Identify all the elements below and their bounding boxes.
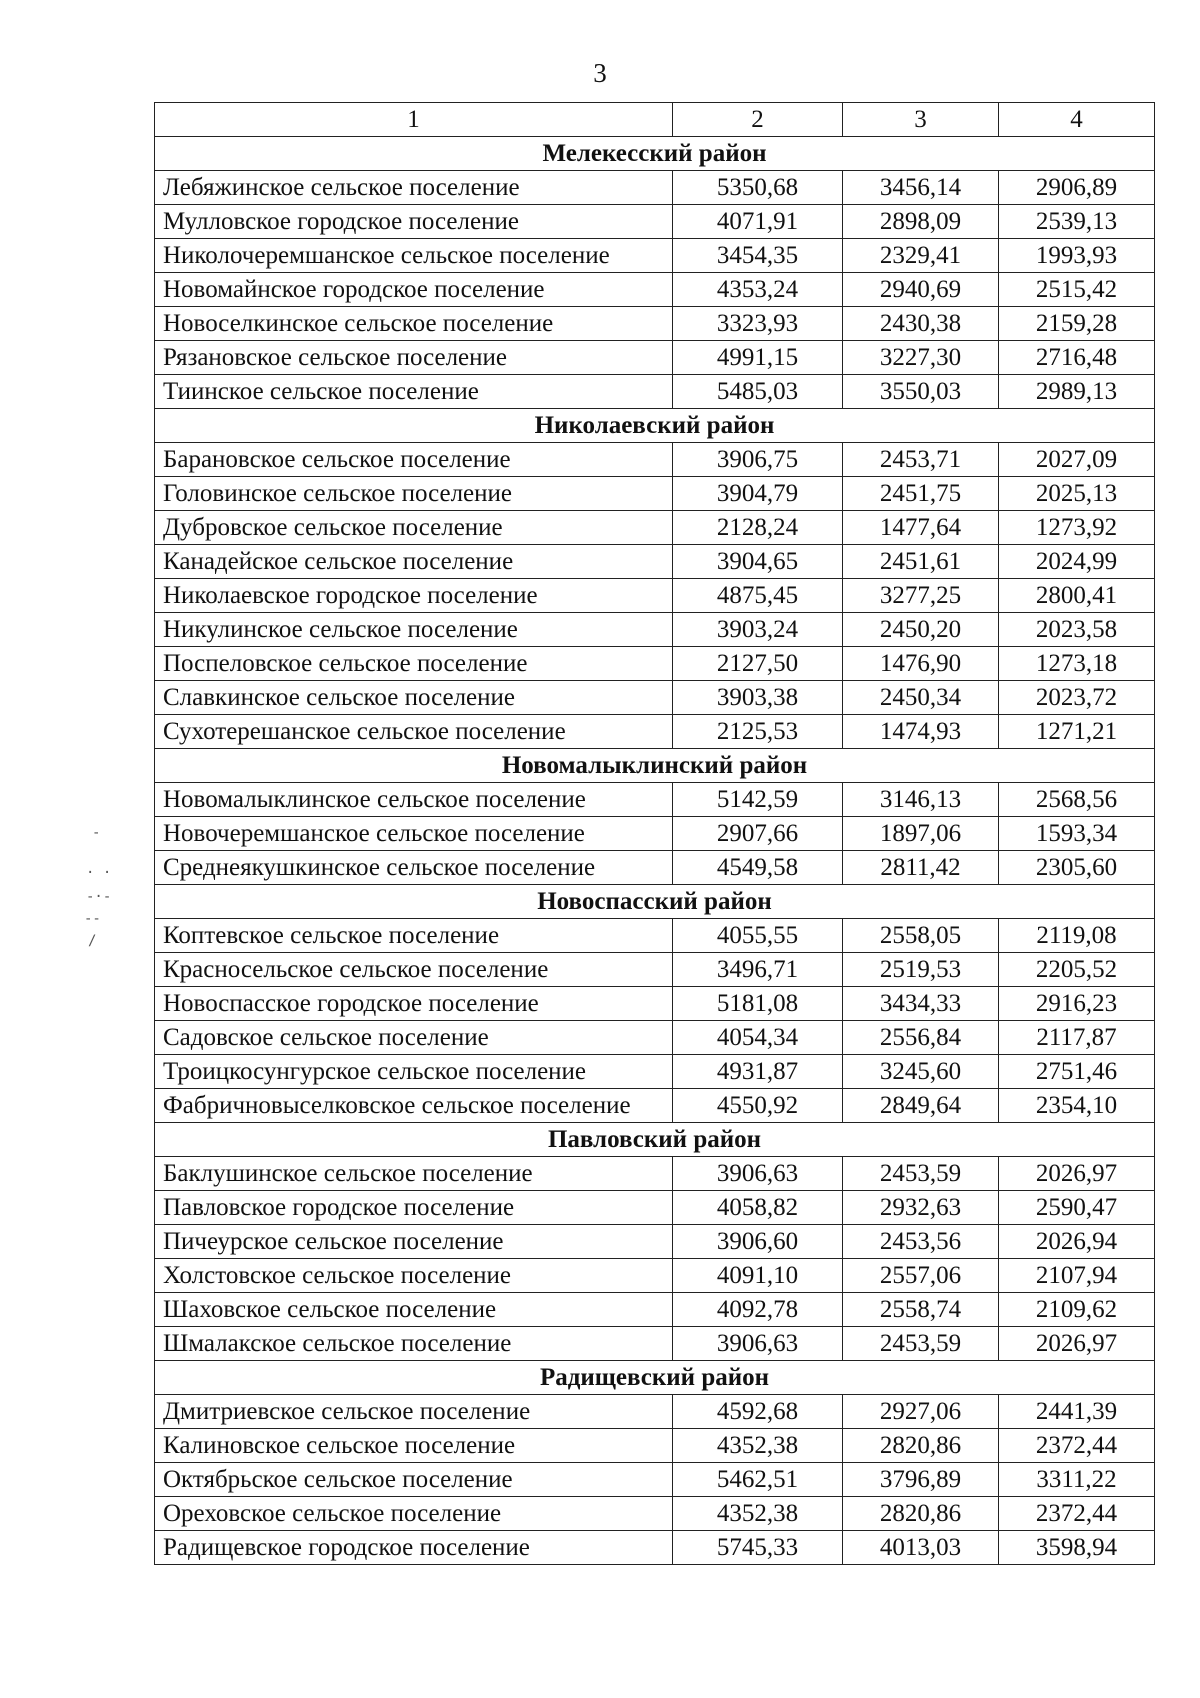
value-cell: 5745,33 xyxy=(673,1531,843,1565)
settlements-table xyxy=(154,102,1155,1565)
table-row xyxy=(155,715,1155,749)
settlement-name: Радищевское городское поселение xyxy=(155,1531,673,1565)
value-cell: 3906,60 xyxy=(673,1225,843,1259)
value-cell: 2451,61 xyxy=(843,545,999,579)
value-cell: 2557,06 xyxy=(843,1259,999,1293)
table-row xyxy=(155,681,1155,715)
table-row xyxy=(155,613,1155,647)
value-cell: 3796,89 xyxy=(843,1463,999,1497)
district-name: Павловский район xyxy=(155,1123,1155,1157)
value-cell: 3906,75 xyxy=(673,443,843,477)
settlement-name: Славкинское сельское поселение xyxy=(155,681,673,715)
settlement-name: Головинское сельское поселение xyxy=(155,477,673,511)
table-row xyxy=(155,545,1155,579)
table-row xyxy=(155,273,1155,307)
settlement-name: Фабричновыселковское сельское поселение xyxy=(155,1089,673,1123)
value-cell: 3277,25 xyxy=(843,579,999,613)
value-cell: 4352,38 xyxy=(673,1497,843,1531)
value-cell: 4549,58 xyxy=(673,851,843,885)
district-name: Николаевский район xyxy=(155,409,1155,443)
value-cell: 1271,21 xyxy=(999,715,1155,749)
district-header-row xyxy=(155,749,1155,783)
table-row xyxy=(155,1055,1155,1089)
value-cell: 5485,03 xyxy=(673,375,843,409)
column-number-cell: 3 xyxy=(843,103,999,137)
value-cell: 1273,18 xyxy=(999,647,1155,681)
value-cell: 3904,79 xyxy=(673,477,843,511)
value-cell: 4091,10 xyxy=(673,1259,843,1293)
scan-artifact: -- xyxy=(84,911,101,927)
value-cell: 4352,38 xyxy=(673,1429,843,1463)
value-cell: 2515,42 xyxy=(999,273,1155,307)
settlement-name: Новомалыклинское сельское поселение xyxy=(155,783,673,817)
table-row xyxy=(155,783,1155,817)
value-cell: 2556,84 xyxy=(843,1021,999,1055)
value-cell: 2305,60 xyxy=(999,851,1155,885)
value-cell: 4058,82 xyxy=(673,1191,843,1225)
value-cell: 4592,68 xyxy=(673,1395,843,1429)
value-cell: 2932,63 xyxy=(843,1191,999,1225)
table-row xyxy=(155,1293,1155,1327)
settlement-name: Николаевское городское поселение xyxy=(155,579,673,613)
value-cell: 4013,03 xyxy=(843,1531,999,1565)
value-cell: 3245,60 xyxy=(843,1055,999,1089)
settlement-name: Среднеякушкинское сельское поселение xyxy=(155,851,673,885)
settlement-name: Николочеремшанское сельское поселение xyxy=(155,239,673,273)
value-cell: 3311,22 xyxy=(999,1463,1155,1497)
settlement-name: Шаховское сельское поселение xyxy=(155,1293,673,1327)
scan-artifact: · · xyxy=(86,865,112,881)
table-row xyxy=(155,1463,1155,1497)
table-row xyxy=(155,375,1155,409)
value-cell: 4353,24 xyxy=(673,273,843,307)
value-cell: 4071,91 xyxy=(673,205,843,239)
settlement-name: Троицкосунгурское сельское поселение xyxy=(155,1055,673,1089)
district-name: Мелекесский район xyxy=(155,137,1155,171)
settlement-name: Новоселкинское сельское поселение xyxy=(155,307,673,341)
value-cell: 2716,48 xyxy=(999,341,1155,375)
value-cell: 2849,64 xyxy=(843,1089,999,1123)
value-cell: 2329,41 xyxy=(843,239,999,273)
district-header-row xyxy=(155,1361,1155,1395)
value-cell: 1474,93 xyxy=(843,715,999,749)
value-cell: 2453,59 xyxy=(843,1327,999,1361)
table-row xyxy=(155,1531,1155,1565)
value-cell: 2451,75 xyxy=(843,477,999,511)
value-cell: 1897,06 xyxy=(843,817,999,851)
value-cell: 2519,53 xyxy=(843,953,999,987)
table-row xyxy=(155,1327,1155,1361)
value-cell: 2023,72 xyxy=(999,681,1155,715)
value-cell: 3496,71 xyxy=(673,953,843,987)
settlement-name: Дмитриевское сельское поселение xyxy=(155,1395,673,1429)
settlement-name: Канадейское сельское поселение xyxy=(155,545,673,579)
table-row xyxy=(155,1259,1155,1293)
table-row xyxy=(155,987,1155,1021)
value-cell: 2450,20 xyxy=(843,613,999,647)
value-cell: 3906,63 xyxy=(673,1157,843,1191)
table-row xyxy=(155,1157,1155,1191)
value-cell: 2751,46 xyxy=(999,1055,1155,1089)
scan-artifact: - xyxy=(92,825,101,841)
value-cell: 2430,38 xyxy=(843,307,999,341)
settlement-name: Новомайнское городское поселение xyxy=(155,273,673,307)
column-number-cell: 1 xyxy=(155,103,673,137)
settlement-name: Поспеловское сельское поселение xyxy=(155,647,673,681)
settlement-name: Тиинское сельское поселение xyxy=(155,375,673,409)
table-row xyxy=(155,1395,1155,1429)
table-row xyxy=(155,1191,1155,1225)
settlement-name: Дубровское сельское поселение xyxy=(155,511,673,545)
value-cell: 2453,71 xyxy=(843,443,999,477)
value-cell: 2159,28 xyxy=(999,307,1155,341)
value-cell: 3906,63 xyxy=(673,1327,843,1361)
value-cell: 1993,93 xyxy=(999,239,1155,273)
value-cell: 3903,38 xyxy=(673,681,843,715)
value-cell: 2989,13 xyxy=(999,375,1155,409)
value-cell: 2125,53 xyxy=(673,715,843,749)
value-cell: 2800,41 xyxy=(999,579,1155,613)
settlement-name: Никулинское сельское поселение xyxy=(155,613,673,647)
value-cell: 2590,47 xyxy=(999,1191,1155,1225)
value-cell: 2898,09 xyxy=(843,205,999,239)
value-cell: 2916,23 xyxy=(999,987,1155,1021)
settlement-name: Коптевское сельское поселение xyxy=(155,919,673,953)
value-cell: 3903,24 xyxy=(673,613,843,647)
table-row xyxy=(155,953,1155,987)
value-cell: 2811,42 xyxy=(843,851,999,885)
value-cell: 2539,13 xyxy=(999,205,1155,239)
value-cell: 1273,92 xyxy=(999,511,1155,545)
table-row xyxy=(155,1089,1155,1123)
value-cell: 3227,30 xyxy=(843,341,999,375)
district-name: Новомалыклинский район xyxy=(155,749,1155,783)
value-cell: 3550,03 xyxy=(843,375,999,409)
settlement-name: Холстовское сельское поселение xyxy=(155,1259,673,1293)
settlement-name: Красносельское сельское поселение xyxy=(155,953,673,987)
settlement-name: Мулловское городское поселение xyxy=(155,205,673,239)
district-header-row xyxy=(155,409,1155,443)
table-row xyxy=(155,1021,1155,1055)
settlement-name: Новочеремшанское сельское поселение xyxy=(155,817,673,851)
settlement-name: Сухотерешанское сельское поселение xyxy=(155,715,673,749)
settlement-name: Садовское сельское поселение xyxy=(155,1021,673,1055)
district-name: Новоспасский район xyxy=(155,885,1155,919)
value-cell: 4092,78 xyxy=(673,1293,843,1327)
value-cell: 2906,89 xyxy=(999,171,1155,205)
value-cell: 1477,64 xyxy=(843,511,999,545)
value-cell: 2372,44 xyxy=(999,1497,1155,1531)
table-row xyxy=(155,205,1155,239)
value-cell: 4550,92 xyxy=(673,1089,843,1123)
settlement-name: Октябрьское сельское поселение xyxy=(155,1463,673,1497)
value-cell: 2027,09 xyxy=(999,443,1155,477)
page-number: 3 xyxy=(593,58,607,88)
table-row xyxy=(155,579,1155,613)
value-cell: 1476,90 xyxy=(843,647,999,681)
value-cell: 2119,08 xyxy=(999,919,1155,953)
value-cell: 2453,59 xyxy=(843,1157,999,1191)
table-row xyxy=(155,647,1155,681)
value-cell: 2940,69 xyxy=(843,273,999,307)
table-row xyxy=(155,171,1155,205)
value-cell: 3454,35 xyxy=(673,239,843,273)
value-cell: 2820,86 xyxy=(843,1497,999,1531)
value-cell: 2026,97 xyxy=(999,1327,1155,1361)
table-row xyxy=(155,443,1155,477)
value-cell: 2205,52 xyxy=(999,953,1155,987)
column-number-cell: 4 xyxy=(999,103,1155,137)
district-header-row xyxy=(155,137,1155,171)
settlement-name: Шмалакское сельское поселение xyxy=(155,1327,673,1361)
settlement-name: Ореховское сельское поселение xyxy=(155,1497,673,1531)
value-cell: 5142,59 xyxy=(673,783,843,817)
value-cell: 4875,45 xyxy=(673,579,843,613)
scan-artifact: -·- xyxy=(86,889,112,905)
table-row xyxy=(155,817,1155,851)
value-cell: 2117,87 xyxy=(999,1021,1155,1055)
value-cell: 2568,56 xyxy=(999,783,1155,817)
table-row xyxy=(155,511,1155,545)
value-cell: 3456,14 xyxy=(843,171,999,205)
settlement-name: Баклушинское сельское поселение xyxy=(155,1157,673,1191)
settlement-name: Рязановское сельское поселение xyxy=(155,341,673,375)
district-name: Радищевский район xyxy=(155,1361,1155,1395)
table-row xyxy=(155,341,1155,375)
value-cell: 2026,94 xyxy=(999,1225,1155,1259)
value-cell: 2450,34 xyxy=(843,681,999,715)
column-number-row xyxy=(155,103,1155,137)
settlement-name: Лебяжинское сельское поселение xyxy=(155,171,673,205)
value-cell: 2128,24 xyxy=(673,511,843,545)
value-cell: 2025,13 xyxy=(999,477,1155,511)
value-cell: 2109,62 xyxy=(999,1293,1155,1327)
table-row xyxy=(155,919,1155,953)
table-row xyxy=(155,1225,1155,1259)
value-cell: 2107,94 xyxy=(999,1259,1155,1293)
value-cell: 2453,56 xyxy=(843,1225,999,1259)
value-cell: 3434,33 xyxy=(843,987,999,1021)
table-row xyxy=(155,239,1155,273)
value-cell: 5462,51 xyxy=(673,1463,843,1497)
district-header-row xyxy=(155,1123,1155,1157)
value-cell: 2558,05 xyxy=(843,919,999,953)
value-cell: 2127,50 xyxy=(673,647,843,681)
value-cell: 1593,34 xyxy=(999,817,1155,851)
value-cell: 4055,55 xyxy=(673,919,843,953)
value-cell: 2354,10 xyxy=(999,1089,1155,1123)
value-cell: 3146,13 xyxy=(843,783,999,817)
value-cell: 3323,93 xyxy=(673,307,843,341)
value-cell: 4991,15 xyxy=(673,341,843,375)
district-header-row xyxy=(155,885,1155,919)
table-row xyxy=(155,307,1155,341)
value-cell: 2558,74 xyxy=(843,1293,999,1327)
value-cell: 4054,34 xyxy=(673,1021,843,1055)
value-cell: 2026,97 xyxy=(999,1157,1155,1191)
value-cell: 2907,66 xyxy=(673,817,843,851)
scan-artifact: / xyxy=(88,933,97,949)
settlement-name: Барановское сельское поселение xyxy=(155,443,673,477)
value-cell: 2024,99 xyxy=(999,545,1155,579)
table-row xyxy=(155,851,1155,885)
value-cell: 4931,87 xyxy=(673,1055,843,1089)
settlement-name: Пичеурское сельское поселение xyxy=(155,1225,673,1259)
value-cell: 2372,44 xyxy=(999,1429,1155,1463)
value-cell: 2441,39 xyxy=(999,1395,1155,1429)
column-number-cell: 2 xyxy=(673,103,843,137)
settlement-name: Новоспасское городское поселение xyxy=(155,987,673,1021)
settlement-name: Павловское городское поселение xyxy=(155,1191,673,1225)
table-row xyxy=(155,1497,1155,1531)
value-cell: 2023,58 xyxy=(999,613,1155,647)
settlement-name: Калиновское сельское поселение xyxy=(155,1429,673,1463)
value-cell: 5350,68 xyxy=(673,171,843,205)
table-row xyxy=(155,1429,1155,1463)
value-cell: 5181,08 xyxy=(673,987,843,1021)
value-cell: 3904,65 xyxy=(673,545,843,579)
table-row xyxy=(155,477,1155,511)
value-cell: 2820,86 xyxy=(843,1429,999,1463)
value-cell: 2927,06 xyxy=(843,1395,999,1429)
value-cell: 3598,94 xyxy=(999,1531,1155,1565)
